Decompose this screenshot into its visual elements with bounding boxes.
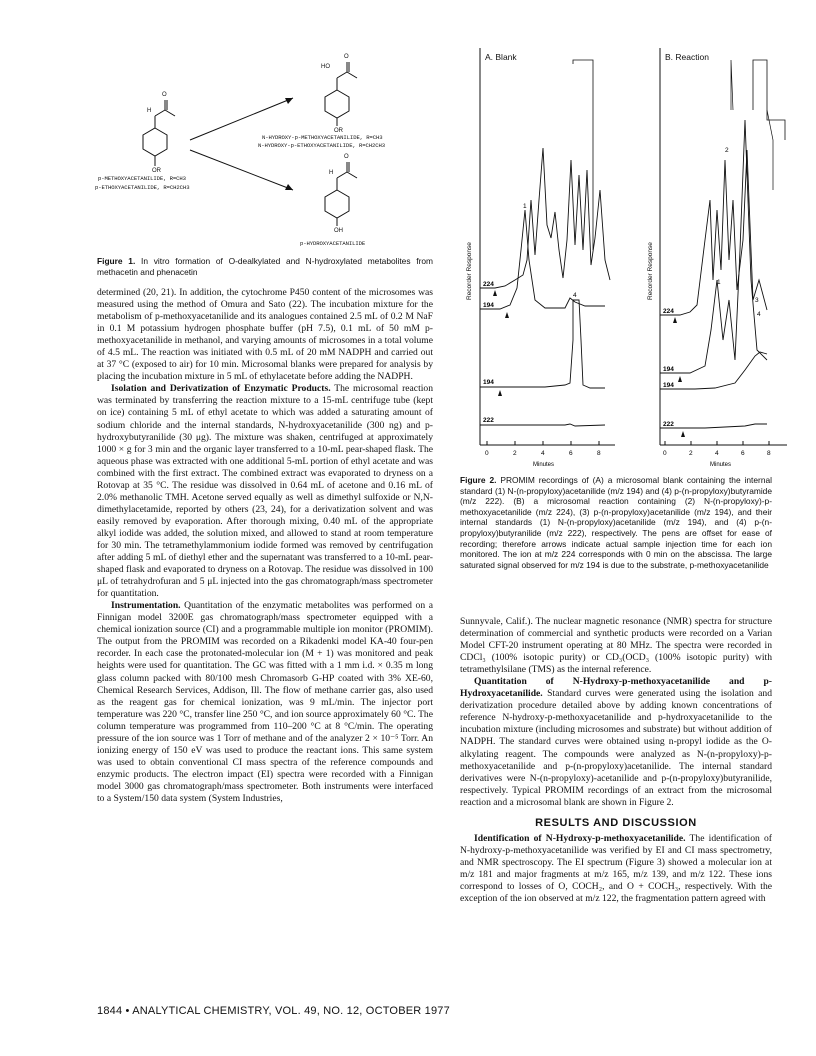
peak-label-b-3: 3 <box>755 297 759 304</box>
figure-2-caption <box>460 475 772 570</box>
svg-text:O: O <box>344 54 349 60</box>
trace-a-194-lower <box>480 300 605 388</box>
trace-label-b-222: 222 <box>663 421 674 428</box>
trace-a-222 <box>480 424 605 426</box>
svg-text:OR: OR <box>152 168 161 174</box>
svg-text:O: O <box>344 154 349 160</box>
trace-b-224 <box>660 150 767 315</box>
svg-text:OH: OH <box>334 228 343 234</box>
figure-2-chart <box>455 40 795 470</box>
left-para-1: determined (20, 21). In addition, the cytochrome P450 content of the microsomes was measured using the method of Omura and Sato (22). The incubation mixture for the metabolism of p-methoxyacetanilide and its analogues contained 2.5 mL of 0.2 M NaF in 0.1 M potassium hydrogen phosphate buffer (pH 7.5), 0.1 mL of 50 mM p-methoxyacetanilide in methanol, and varying amounts of microsomes in a total volume of 4.5 mL. The reaction was initiated with 0.5 mL of 20 mM NADPH and carried out at 37 °C (exposed to air) for 10 min. Microsomal blanks were prepared for analysis by placing the incubation mixture in 5 mL of ethylacetate before adding the NADPH. <box>97 287 433 383</box>
left-para-3-text: Quantitation of the enzymatic metabolites was performed on a Finnigan model 3200E gas chromatograph/mass spectrometer equipped with a chemical ionization source (CI) and a programmable multiple ion monitor (PROMIM). The output from the PROMIM was recorded on a Rikadenki model KA-40 four-pen recorder. In each case the protonated-molecular ion (M + 1) was monitored and peak heights were used for quantitation. The GC was fitted with a 1 mm i.d. × 0.35 m long glass column packed with 80/100 mesh Chromasorb G-HP coated with 3% XE-60, Chemical Research Services, Addison, Ill. The flow of methane carrier gas, also used as the reagent gas for chemical ionization, was 9 mL/min. The injector port temperature was 220 °C, transfer line 250 °C, and ion source approximately 60 °C. The column temperature was programmed from 110–200 °C at 8 °C/min. The operating pressure of the ion source was 1 Torr of methane and of the analyzer 2 × 10⁻⁵ Torr. An ionizing energy of 150 eV was used to produce the reactant ions. This same system was used to obtain conventional CI mass spectra of the reference compounds and enzymic products. The electron impact (EI) spectra were recorded with a Finnigan model 3000 gas chromatograph/mass spectrometer. Both instruments were interfaced to a System/150 data system (System Industries, <box>97 600 433 804</box>
benzene-ring-left <box>143 128 167 156</box>
tick-a-0: 0 <box>485 450 489 457</box>
benzene-ring-bottom <box>325 190 349 218</box>
panel-a-traces <box>480 60 610 426</box>
trace-label-a-194b: 194 <box>483 379 494 386</box>
svg-text:H: H <box>147 108 152 114</box>
trace-label-b-194b: 194 <box>663 382 674 389</box>
trace-label-a-194: 194 <box>483 302 494 309</box>
trace-b-222 <box>660 424 767 428</box>
trace-a-194-upper <box>480 210 605 309</box>
trace-b-194-lower <box>660 352 767 389</box>
tick-a-8: 8 <box>597 450 601 457</box>
peak-label-a-1: 1 <box>523 203 527 210</box>
left-para-2-text: The microsomal reaction was terminated by transferring the reaction mixture to a 15-mL centrifuge tube (kept on ice) containing 5 mL of ethyl acetate to which was added a saturating amount of sodium chloride and the internal standards, N-hydroxyacetanilide (300 ng) and p-hydroxybutyranilide (30 μg). The mixture was shaken, centrifuged at approximately 1000 × g for 3 min and the organic layer transferred to a 10-mL pear-shaped flask. The aqueous phase was extracted with one additional 5-mL portion of ethyl acetate and was combined with the first extract. The combined extract was evaporated to dryness on a Rotovap at 35 °C. The residue was dissolved in 0.64 mL of acetone and 0.16 mL of 2.0% methanolic TMH. Acetone served equally as well as dimethyl sulfoxide or N,N-dimethylacetamide, reported by others (23, 24), for a derivatization solvent and was easily removed by evaporation. After thorough mixing, 0.40 mL of the appropriate alkyl iodide was added, the solution mixed, and allowed to stand at room temperature for 30 min. The tetramethylammonium iodide formed was removed by centrifugation after adding 5 mL of diethyl ether and the supernatant was transferred to a 10-mL pear-shaped flask and evaporated to dryness on a Rotovap. The residue was dissolved in 100 μL of tetrahydrofuran and 5 μL injected into the gas chromatograph/mass spectrometer for quantitation. <box>97 383 433 600</box>
heading-identification: Identification of N-Hydroxy-p-methoxyacetanilide. <box>474 832 686 844</box>
fig1-label-left-2: p-ETHOXYACETANILIDE, R=CH2CH3 <box>95 184 190 191</box>
tick-b-0: 0 <box>663 450 667 457</box>
left-para-3 <box>97 600 433 805</box>
fig1-label-top-1: N-HYDROXY-p-METHOXYACETANILIDE, R=CH3 <box>262 134 383 141</box>
x-axis-label-b: Minutes <box>710 462 732 468</box>
x-axis-label-a: Minutes <box>533 462 555 468</box>
page-footer: 1844 • ANALYTICAL CHEMISTRY, VOL. 49, NO. 12, OCTOBER 1977 <box>97 1005 450 1017</box>
tick-a-6: 6 <box>569 450 573 457</box>
panel-b-traces <box>660 60 785 428</box>
y-axis-label-b: Recorder Response <box>647 242 654 300</box>
panel-a-title: A. Blank <box>485 52 517 62</box>
fig1-label-bottom: p-HYDROXYACETANILIDE <box>300 240 366 247</box>
tick-b-2: 2 <box>689 450 693 457</box>
heading-instrumentation: Instrumentation. <box>111 600 181 612</box>
tick-a-4: 4 <box>541 450 545 457</box>
right-para-2-text: Standard curves were generated using the isolation and derivatization procedure detailed above by adding known concentrations of reference N-hydroxy-p-methoxyacetanilide and p-hydroxyacetanilide to the incubation mixture (including microsomes and substrate) but without addition of NADPH. The standard curves were obtained using n-propyl iodide as the O-alkylating reagent. The compounds were analyzed as N-(n-propyloxy)-p-methoxyacetanilide and p-(n-propyloxy)acetanilide. The internal standard derivatives were N-(n-propyloxy)-acetanilide and p-(n-propyloxy)butyranilide, respectively. Typical PROMIM recordings of an extract from the microsomal reaction and a microsomal blank are shown in Figure 2. <box>460 688 772 808</box>
right-para-3-text: The identification of N-hydroxy-p-methoxyacetanilide was verified by EI and CI mass spectrometry, and NMR spectroscopy. The EI spectrum (Figure 3) showed a molecular ion at m/z 181 and major fragments at m/z 165, m/z 139, and m/z 122. These ions correspond to losses of O, COCH₂, and O + COCH₃, respectively. With the exception of the ion observed at m/z 122, the fragmentation pattern agreed with <box>460 832 772 905</box>
heading-isolation: Isolation and Derivatization of Enzymatic Products. <box>111 383 331 395</box>
figure-1-caption <box>97 256 433 277</box>
svg-text:HO: HO <box>321 64 330 70</box>
fig1-label-top-2: N-HYDROXY-p-ETHOXYACETANILIDE, R=CH2CH3 <box>258 142 386 149</box>
svg-text:H: H <box>329 170 334 176</box>
benzene-ring-top <box>325 90 349 118</box>
fig1-label-left-1: p-METHOXYACETANILIDE, R=CH3 <box>98 175 186 182</box>
svg-text:O: O <box>162 92 167 98</box>
svg-text:OR: OR <box>334 128 343 134</box>
trace-label-b-224: 224 <box>663 308 674 315</box>
left-para-2 <box>97 383 433 600</box>
heading-quantitation: Quantitation of N-Hydroxy-p-methoxyacetanilide and p-Hydroxyacetanilide. <box>460 676 772 700</box>
right-para-2 <box>460 676 772 809</box>
right-para-3 <box>460 833 772 905</box>
peak-label-b-2: 2 <box>725 147 729 154</box>
trace-label-a-222: 222 <box>483 417 494 424</box>
section-results-discussion: RESULTS AND DISCUSSION <box>535 816 697 829</box>
tick-b-4: 4 <box>715 450 719 457</box>
figure-2-caption-label: Figure 2. <box>460 475 497 485</box>
tick-a-2: 2 <box>513 450 517 457</box>
arrow-down <box>190 150 293 190</box>
y-axis-label-a: Recorder Response <box>466 242 473 300</box>
tick-b-6: 6 <box>741 450 745 457</box>
peak-label-b-4: 4 <box>757 311 761 318</box>
trace-label-a-224: 224 <box>483 281 494 288</box>
peak-label-a-4: 4 <box>573 292 577 299</box>
saturated-signal-b <box>753 60 785 140</box>
right-column <box>460 616 772 905</box>
left-column <box>97 287 433 805</box>
trace-label-b-194: 194 <box>663 366 674 373</box>
figure-1-caption-text: In vitro formation of O-dealkylated and N-hydroxylated metabolites from methacetin and phenacetin <box>97 256 433 277</box>
tick-b-8: 8 <box>767 450 771 457</box>
trace-a-224 <box>480 148 610 288</box>
panel-b-title: B. Reaction <box>665 52 709 62</box>
figure-2-caption-text: PROMIM recordings of (A) a microsomal blank containing the internal standard (1) N-(n-propyloxy)acetanilide (m/z 194) and (4) p-(n-propyloxy)butyramide (m/z 222). (B) a microsomal reaction containing (2) N-(n-propyloxy)-p-methoxyacetanilide (m/z 224), (3) p-(n-propyloxy)acetanilide (m/z 194), and their internal standards (1) N-(n-propyloxy)acetanilide (m/z 194), and (4) p-(n-propyloxy)butyranilide (m/z 222), respectively. The pens are offset for ease of recording; therefore arrows indicate actual sample injection time for each ion monitored. The ion at m/z 224 corresponds with 0 min on the abscissa. The large saturated signal observed for m/z 194 is due to the substrate, p-methoxyacetanilide <box>460 475 772 570</box>
figure-1-caption-label: Figure 1. <box>97 256 136 266</box>
peak-label-b-1: 1 <box>717 279 721 286</box>
right-para-1: Sunnyvale, Calif.). The nuclear magnetic resonance (NMR) spectra for structure determination of commercial and synthetic products were recorded on a Varian Model CFT-20 instrument operating at 80 MHz. The spectra were recorded in CDCl₃ (100% isotopic purity) or CD₃(OCD₃ (100% isotopic purity) with tetramethylsilane (TMS) as the internal reference. <box>460 616 772 676</box>
